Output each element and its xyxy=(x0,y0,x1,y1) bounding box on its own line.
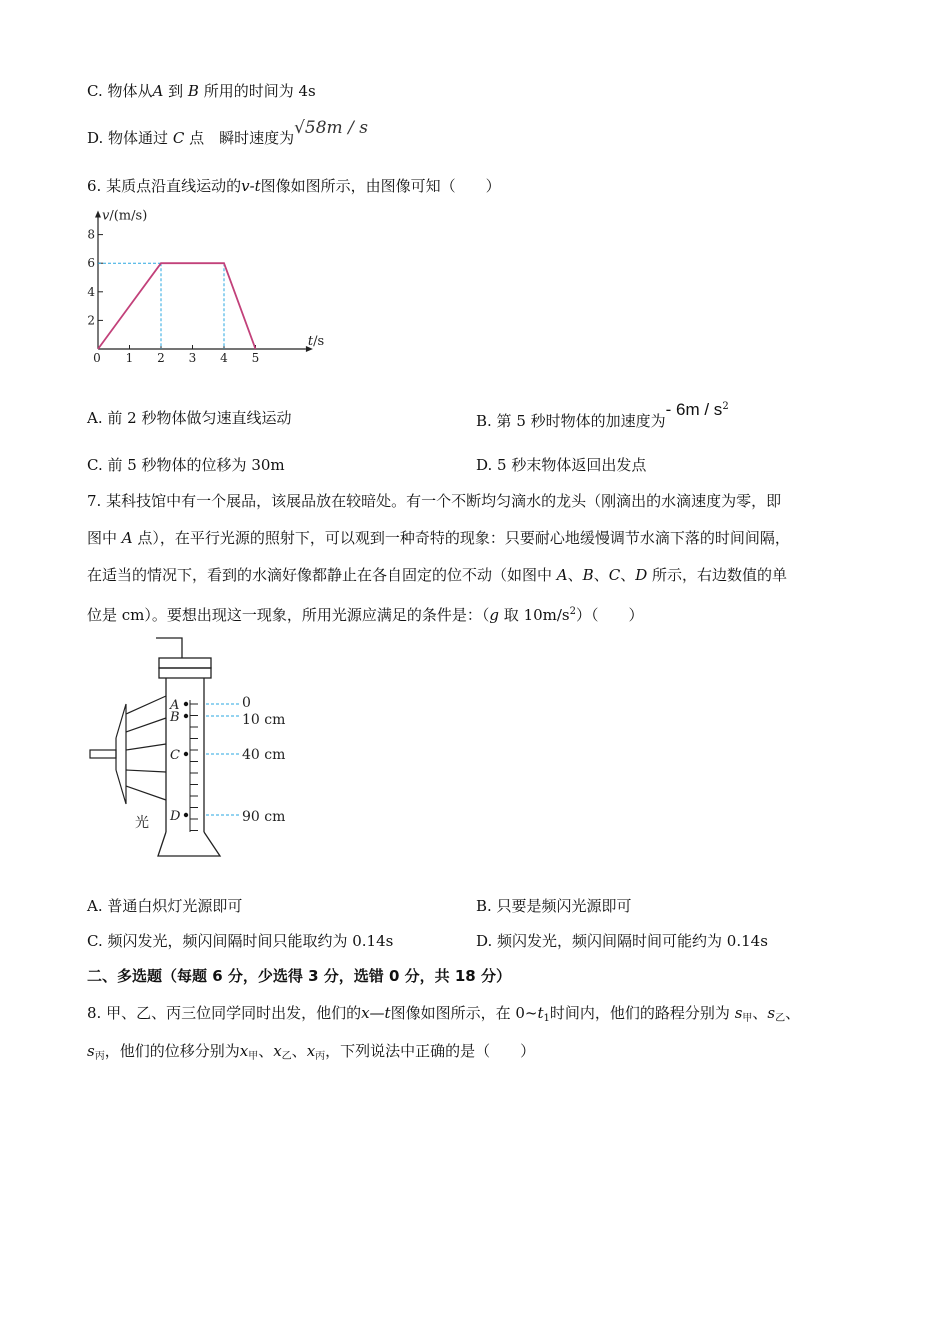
q5-option-c: C. 物体从A 到 B 所用的时间为 4s xyxy=(87,82,316,100)
y-tick-label: 4 xyxy=(87,284,95,299)
y-tick-label: 6 xyxy=(87,256,95,271)
section-heading: 二、多选题（每题 6 分，少选得 3 分，选错 0 分，共 18 分） xyxy=(87,967,511,985)
water-drop-figure xyxy=(86,634,316,866)
q7-option-c: C. 频闪发光，频闪间隔时间只能取约为 0.14s xyxy=(87,932,394,950)
q7-option-b: B. 只要是频闪光源即可 xyxy=(476,897,632,915)
q8-stem-line2: $s_丙$，他们的位移分别为$x_甲$、$x_乙$、$x_丙$，下列说法中正确的是（ ） xyxy=(87,1042,536,1062)
water-drop-c xyxy=(184,752,188,756)
x-tick-label: 0 xyxy=(93,351,101,365)
q7-option-d: D. 频闪发光，频闪间隔时间可能约为 0.14s xyxy=(476,932,768,950)
y-tick-label: 8 xyxy=(87,227,95,242)
q7-stem-line2: 图中 A 点），在平行光源的照射下，可以观到一种奇特的现象：只要耐心地缓慢调节水滴下落的时间间隔， xyxy=(87,529,790,547)
position-value: 0 xyxy=(242,695,251,711)
y-axis-arrow xyxy=(95,210,101,217)
water-drop-a xyxy=(184,702,188,706)
q8-stem-line1: 8. 甲、乙、丙三位同学同时出发，他们的x—t图像如图所示，在 $0\sim t_1$时间内，他们的路程分别为 $s_甲$、$s_乙$、 xyxy=(87,1004,801,1024)
q7-stem-line1: 7. 某科技馆中有一个展品，该展品放在较暗处。有一个不断均匀滴水的龙头（刚滴出的水滴速度为零，即 xyxy=(87,492,782,510)
acceleration-math: - 6m / s xyxy=(665,400,723,419)
drop-label-b: B xyxy=(170,710,180,725)
vt-chart xyxy=(84,204,325,374)
position-value: 90 cm xyxy=(242,809,286,825)
y-axis-label: v/(m/s) xyxy=(102,208,148,224)
faucet-pipe-icon xyxy=(156,638,182,658)
drop-label-c: C xyxy=(170,748,180,763)
q7-option-a: A. 普通白炽灯光源即可 xyxy=(87,897,243,915)
y-tick-label: 2 xyxy=(87,313,95,328)
water-drop-b xyxy=(184,714,188,718)
q7-stem-line3: 在适当的情况下，看到的水滴好像都静止在各自固定的位不动（如图中 A、B、C、D 所示，右边数值的单 xyxy=(87,566,788,584)
position-value: 40 cm xyxy=(242,747,286,763)
q6-option-a: A. 前 2 秒物体做匀速直线运动 xyxy=(87,409,292,427)
q6-stem: 6. 某质点沿直线运动的v-t图像如图所示，由图像可知（ ） xyxy=(87,177,501,195)
x-tick-label: 4 xyxy=(220,351,228,365)
q6-option-d: D. 5 秒末物体返回出发点 xyxy=(476,456,647,474)
q7-stem-line4: 位是 cm）。要想出现这一现象，所用光源应满足的条件是：（g 取 $10m/s^2$）（ ） xyxy=(87,606,644,624)
vt-series-line xyxy=(98,263,256,349)
sqrt58-velocity-math: √58m / s xyxy=(294,118,368,138)
light-label: 光 xyxy=(135,815,149,831)
x-tick-label: 2 xyxy=(157,351,165,365)
x-tick-label: 3 xyxy=(188,351,197,365)
x-tick-label: 5 xyxy=(251,351,260,365)
x-axis-label: t/s xyxy=(307,334,325,349)
drop-label-d: D xyxy=(170,809,181,824)
x-tick-label: 1 xyxy=(125,351,134,365)
position-value: 10 cm xyxy=(242,712,286,728)
lamp-icon xyxy=(90,696,166,804)
water-drop-d xyxy=(184,813,188,817)
q5-option-d: D. 物体通过 C 点 瞬时速度为√58m / s xyxy=(87,118,368,147)
q6-option-b: B. 第 5 秒时物体的加速度为- $6m / s^2$ xyxy=(476,400,729,430)
drop-label-a: A xyxy=(170,698,180,713)
q6-option-c: C. 前 5 秒物体的位移为 30m xyxy=(87,456,285,474)
